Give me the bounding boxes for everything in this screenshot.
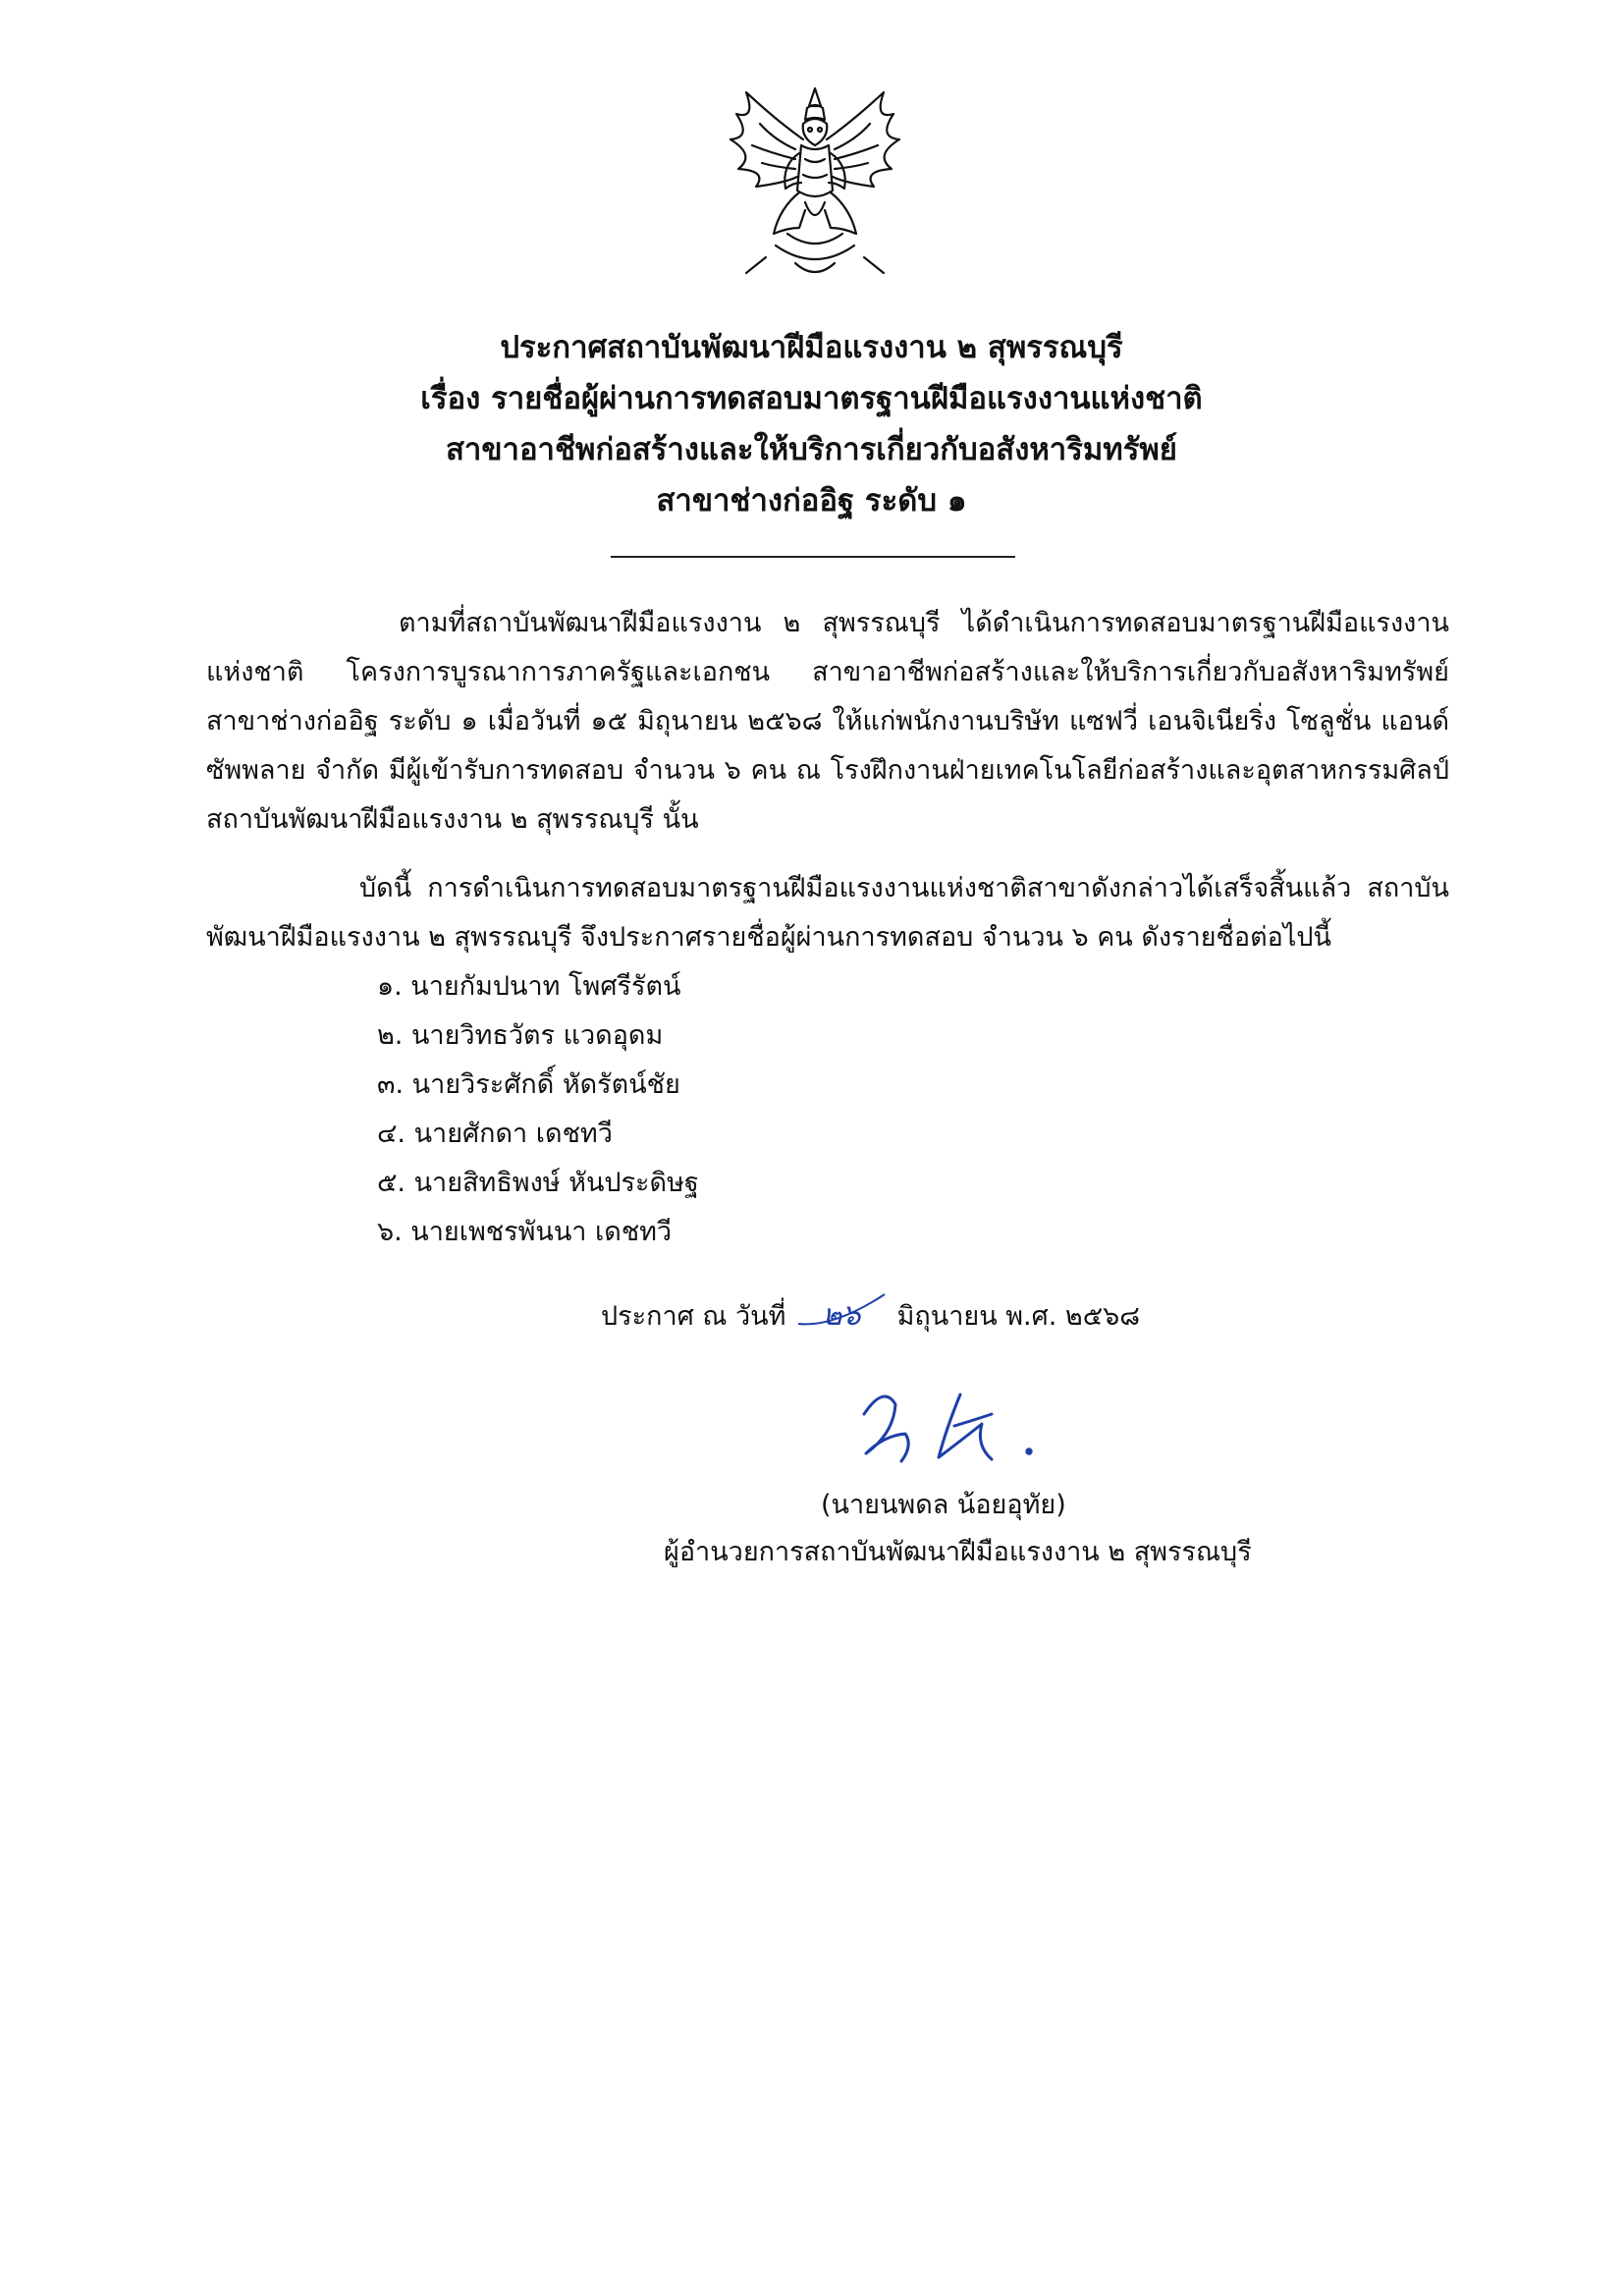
garuda-emblem-icon: [717, 81, 913, 287]
signer-title: ผู้อำนวยการสถาบันพัฒนาฝีมือแรงงาน ๒ สุพรรณบุรี: [664, 1537, 1252, 1567]
handwritten-day-value: ๒๖: [822, 1298, 861, 1333]
announcement-title: [0, 322, 1623, 526]
announcement-date: [601, 1292, 1140, 1339]
passed-candidates-list: [377, 962, 699, 1257]
title-line-1: ประกาศสถาบันพัฒนาฝีมือแรงงาน ๒ สุพรรณบุรี: [500, 330, 1123, 365]
handwritten-signature-icon: [844, 1375, 1100, 1483]
list-item: ๓. นายวิระศักดิ์ หัดรัตน์ชัย: [377, 1069, 680, 1100]
body-paragraph-2: บัดนี้ การดำเนินการทดสอบมาตรฐานฝีมือแรงงานแห่งชาติสาขาดังกล่าวได้เสร็จสิ้นแล้ว สถาบันพัฒนาฝีมือแรงงาน ๒ สุพรรณบุรี จึงประกาศรายชื่อผู้ผ่านการทดสอบ จำนวน ๖ คน ดังรายชื่อต่อไปนี้: [206, 873, 1449, 953]
underline-stroke-icon: [794, 1288, 889, 1328]
list-item: ๕. นายสิทธิพงษ์ หันประดิษฐ: [377, 1168, 699, 1198]
signer-name: (นายนพดล น้อยอุทัย): [821, 1490, 1066, 1520]
handwritten-day: [794, 1292, 889, 1339]
list-item: ๑. นายกัมปนาท โพศรีรัตน์: [377, 971, 681, 1002]
title-line-3: สาขาอาชีพก่อสร้างและให้บริการเกี่ยวกับอสังหาริมทรัพย์: [446, 432, 1177, 467]
title-divider: [611, 556, 1015, 558]
title-line-4: สาขาช่างก่ออิฐ ระดับ ๑: [656, 483, 967, 519]
list-item: ๔. นายศักดา เดชทวี: [377, 1119, 613, 1149]
date-suffix: มิถุนายน พ.ศ. ๒๕๖๘: [896, 1301, 1141, 1332]
body-paragraph-1: ตามที่สถาบันพัฒนาฝีมือแรงงาน ๒ สุพรรณบุรี ได้ดำเนินการทดสอบมาตรฐานฝีมือแรงงานแห่งชาติ โครงการบูรณาการภาครัฐและเอกชน สาขาอาชีพก่อสร้างและให้บริการเกี่ยวกับอสังหาริมทรัพย์ สาขาช่างก่ออิฐ ระดับ ๑ เมื่อวันที่ ๑๕ มิถุนายน ๒๕๖๘ ให้แก่พนักงานบริษัท แซฟวี่ เอนจิเนียริ่ง โซลูชั่น แอนด์ ซัพพลาย จำกัด มีผู้เข้ารับการทดสอบ จำนวน ๖ คน ณ โรงฝึกงานฝ่ายเทคโนโลยีก่อสร้างและอุตสาหกรรมศิลป์ สถาบันพัฒนาฝีมือแรงงาน ๒ สุพรรณบุรี นั้น: [206, 608, 1449, 835]
list-item: ๒. นายวิทธวัตร แวดอุดม: [377, 1020, 664, 1051]
title-line-2: เรื่อง รายชื่อผู้ผ่านการทดสอบมาตรฐานฝีมือแรงงานแห่งชาติ: [420, 381, 1203, 416]
date-prefix: ประกาศ ณ วันที่: [601, 1301, 786, 1332]
list-item: ๖. นายเพชรพันนา เดชทวี: [377, 1217, 673, 1247]
